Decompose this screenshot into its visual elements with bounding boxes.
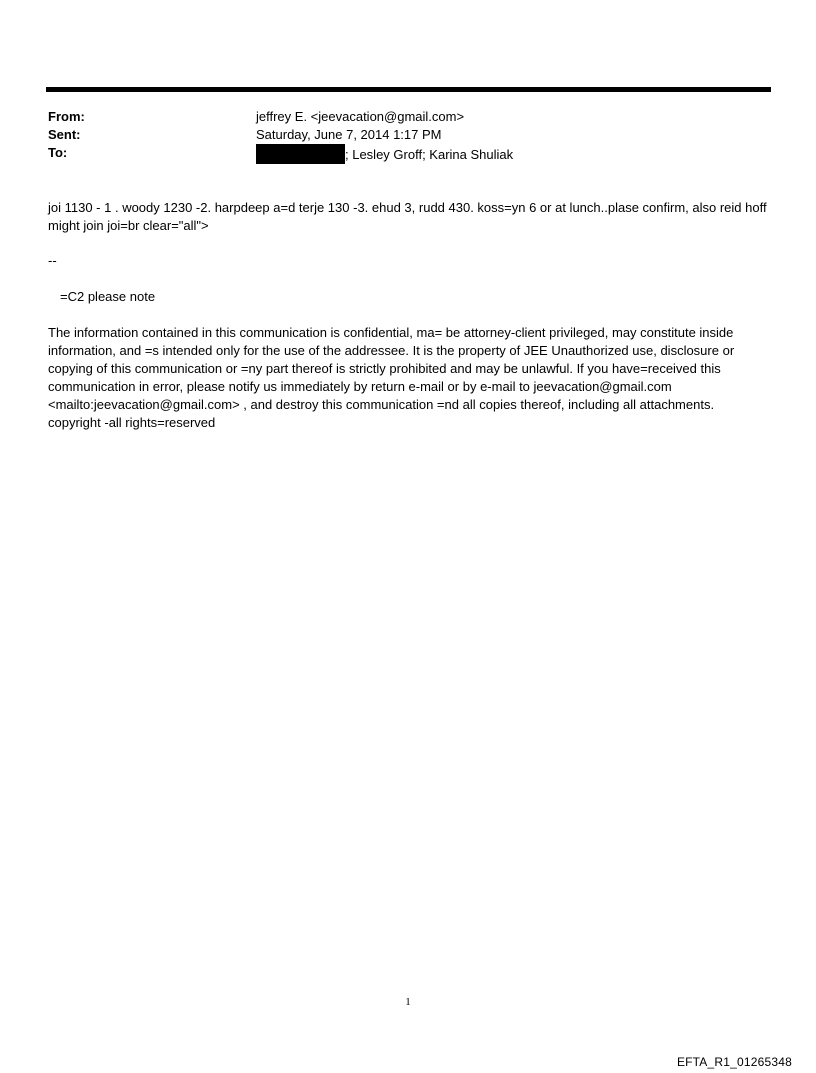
to-value: ; Lesley Groff; Karina Shuliak xyxy=(345,147,514,162)
please-note-line: =C2 please note xyxy=(60,289,156,304)
signature-separator: -- xyxy=(48,253,57,268)
page-number: 1 xyxy=(405,996,411,1008)
redaction-box xyxy=(256,144,345,164)
sent-value: Saturday, June 7, 2014 1:17 PM xyxy=(256,127,442,142)
sent-label: Sent: xyxy=(48,127,81,142)
from-label: From: xyxy=(48,109,85,124)
from-row xyxy=(48,108,768,126)
to-label: To: xyxy=(48,145,68,160)
email-header xyxy=(48,108,768,162)
header-divider xyxy=(46,87,771,92)
from-value: jeffrey E. <jeevacation@gmail.com> xyxy=(256,109,465,124)
sent-row xyxy=(48,126,768,144)
to-value-container xyxy=(256,144,768,162)
to-row xyxy=(48,144,768,162)
confidentiality-disclaimer: The information contained in this communication is confidential, ma= be attorney-client privileged, may constitute inside information, and =s intended only for the use of the addressee. It is the property of JEE Unauthorized use, disclosure or copying of this communication or =ny part thereof is strictly prohibited and may be unlawful. If you have=received this communication in error, please notify us immediately by return e-mail or by e-mail to jeevacation@gmail.com <mailto:jeevacation@gmail.com> , and destroy this communication =nd all copies thereof, including all attachments. copyright -all rights=reserved xyxy=(48,325,735,430)
email-body-main: joi 1130 - 1 . woody 1230 -2. harpdeep a=d terje 130 -3. ehud 3, rudd 430. koss=yn 6 or at lunch..plase confirm, also reid hoff might join joi=br clear="all"> xyxy=(48,200,767,233)
document-id: EFTA_R1_01265348 xyxy=(676,1055,792,1069)
